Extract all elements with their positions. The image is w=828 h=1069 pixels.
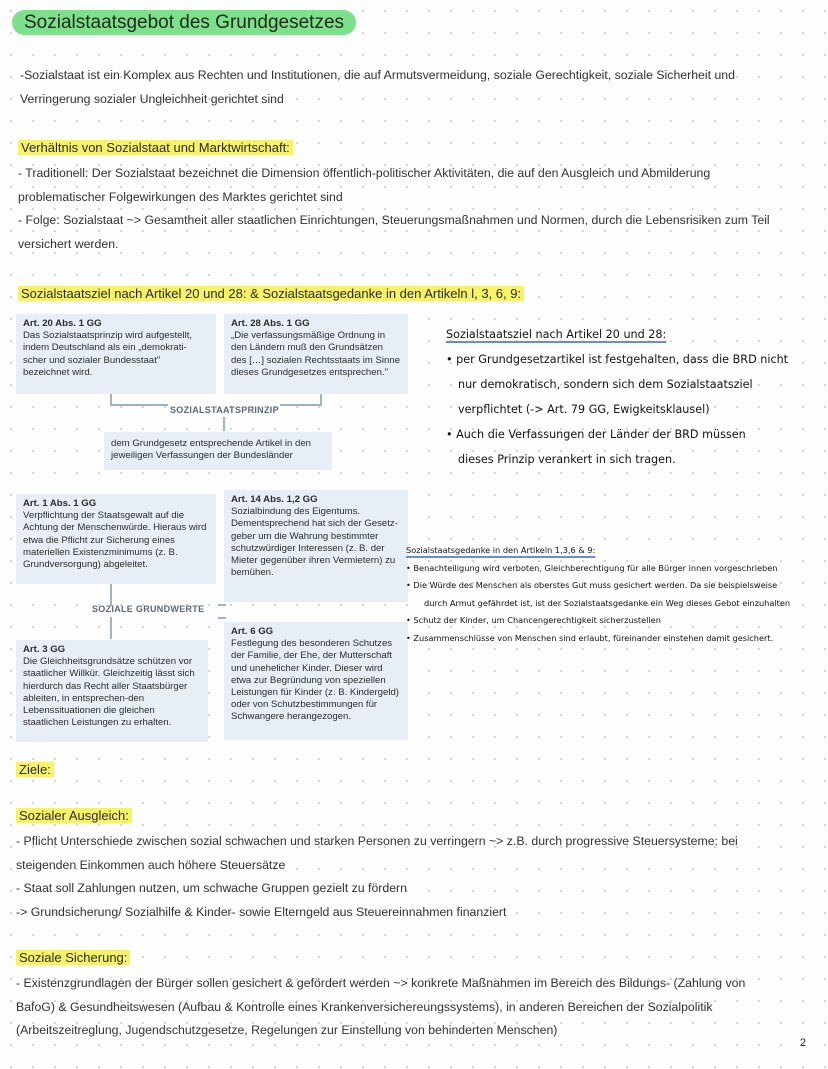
connector-line bbox=[110, 584, 112, 606]
verhaeltnis-heading: Verhältnis von Sozialstaat und Marktwirtschaft: bbox=[18, 140, 293, 155]
art6-card: Art. 6 GG Festlegung des besonderen Schutzes der Familie, der Ehe, der Mutterschaft und unehelicher Kinder. Dieser wird etwa zur Begründung von speziellen Leistungen für Kinder (z. B. Kindergeld) oder von Schutzbestimmungen für Schwangere herangezogen. bbox=[224, 622, 408, 740]
connector-line bbox=[218, 617, 226, 619]
art20-card: Art. 20 Abs. 1 GG Das Sozialstaatsprinzip wird aufgestellt, indem Deutschland als ein „demokrati-scher und sozialer Bundesstaat" bezeichnet wird. bbox=[16, 314, 216, 394]
sozialstaatsziel-heading: Sozialstaatsziel nach Artikel 20 und 28: & Sozialstaatsgedanke in den Artikeln l, 3, 6, 9: bbox=[18, 286, 524, 301]
art28-card: Art. 28 Abs. 1 GG „Die verfassungsmäßige Ordnung in den Ländern muß den Grundsätzen des […] sozialen Rechtsstaats im Sinne dieses Grundgesetzes entsprechen." bbox=[224, 314, 408, 394]
art1-card: Art. 1 Abs. 1 GG Verpflichtung der Staatsgewalt auf die Achtung der Menschenwürde. Hieraus wird etwa die Pflicht zur Sicherung eines materiellen Existenzminimums (z. B. Grundversorgung) abgeleitet. bbox=[16, 494, 216, 584]
art14-card: Art. 14 Abs. 1,2 GG Sozialbindung des Eigentums. Dementsprechend hat sich der Gesetz-geber um die Wahrung bestimmter schutzwürdiger Interessen (z. B. der Mieter gegenüber ihren Vermietern) zu bemühen. bbox=[224, 490, 408, 602]
connector-line bbox=[110, 617, 112, 639]
page-title: Sozialstaatsgebot des Grundgesetzes bbox=[12, 12, 356, 34]
laender-card: dem Grundgesetz entsprechende Artikel in den jeweiligen Verfassungen der Bundesländer bbox=[104, 432, 332, 470]
ausgleich-paragraph: - Pflicht Unterschiede zwischen sozial schwachen und starken Personen zu verringern ~> z.B. durch progressive Steuersysteme: bei steigenden Einkommen auch höhere Steuersätze - Staat soll Zahlungen nutzen, um schwache Gruppen gezielt zu fördern -> Grundsicherung/ Sozialhilfe & Kinder- sowie Elterngeld aus Steuereinnahmen finanziert bbox=[16, 834, 738, 919]
connector-line bbox=[280, 404, 322, 406]
sicherung-paragraph: - Existenzgrundlagen der Bürger sollen gesichert & gefördert werden ~> konkrete Maßnahmen im Bereich des Bildungs- (Zahlung von BafoG) & Gesundheitswesen (Aufbau & Kontrolle eines Krankenversichereungssystems), in anderen Bereichen der Sozialpolitik (Arbeitszeitreglung, Jugendschutzgesetze, Regelungen zur Einstellung von behinderten Menschen) bbox=[16, 976, 746, 1037]
connector-line bbox=[110, 404, 168, 406]
soziale-grundwerte-label: SOZIALE GRUNDWERTE bbox=[92, 604, 205, 614]
intro-paragraph: -Sozialstaat ist ein Komplex aus Rechten und Institutionen, die auf Armutsvermeidung, soziale Gerechtigkeit, soziale Sicherheit und Verringerung sozialer Ungleichheit gerichtet sind bbox=[20, 68, 735, 106]
connector-line bbox=[218, 604, 226, 606]
handwritten-sozialstaatsziel: Sozialstaatsziel nach Artikel 20 und 28: • per Grundgesetzartikel ist festgehalten, dass die BRD nicht nur demokratisch, sondern sich dem Sozialstaatsziel verpflichtet (-> Art. 79 GG, Ewigkeitsklausel) • Auch die Verfassungen der Länder der BRD müssen dieses Prinzip verankert in sich tragen. bbox=[446, 328, 789, 466]
page-number: 2 bbox=[799, 1037, 806, 1049]
ausgleich-heading: Sozialer Ausgleich: bbox=[16, 808, 132, 823]
art3-card: Art. 3 GG Die Gleichheitsgrundsätze schützen vor staatlicher Willkür. Gleichzeitig lässt sich hierdurch das Recht aller Staatsbürger ableiten, in entsprechen-den Lebenssituationen die gleichen staatlichen Leistungen zu erhalten. bbox=[16, 640, 208, 742]
verhaeltnis-paragraph: - Traditionell: Der Sozialstaat bezeichnet die Dimension öffentlich-politischer Aktivitäten, die auf den Ausgleich und Abmilderung problematischer Folgewirkungen des Marktes gerichtet sind - Folge: Sozialstaat ~> Gesamtheit aller staatlichen Einrichtungen, Steuerungsmaßnahmen und Normen, durch die Lebensrisiken zum Teil versichert werden. bbox=[18, 166, 770, 251]
connector-line bbox=[223, 417, 225, 431]
ziele-heading: Ziele: bbox=[16, 762, 54, 777]
handwritten-sozialstaatsgedanke: Sozialstaatsgedanke in den Artikeln 1,3,6 & 9: • Benachteiligung wird verboten, Gleichberechtigung für alle Bürger innen vorgeschrieben • Die Würde des Menschen als oberstes Gut muss gesichert werden. Da sie beispielsweise durch Armut gefährdet ist, ist der Sozialstaatsgedanke ein Weg dieses Gebot einzuhalten • Schutz der Kinder, um Chancengerechtigkeit sicherzustellen • Zusammenschlüsse von Menschen sind erlaubt, füreinander einstehen damit gesichert. bbox=[406, 545, 791, 643]
sicherung-heading: Soziale Sicherung: bbox=[16, 950, 130, 965]
sozialstaatsprinzip-label: SOZIALSTAATSPRINZIP bbox=[170, 405, 279, 415]
